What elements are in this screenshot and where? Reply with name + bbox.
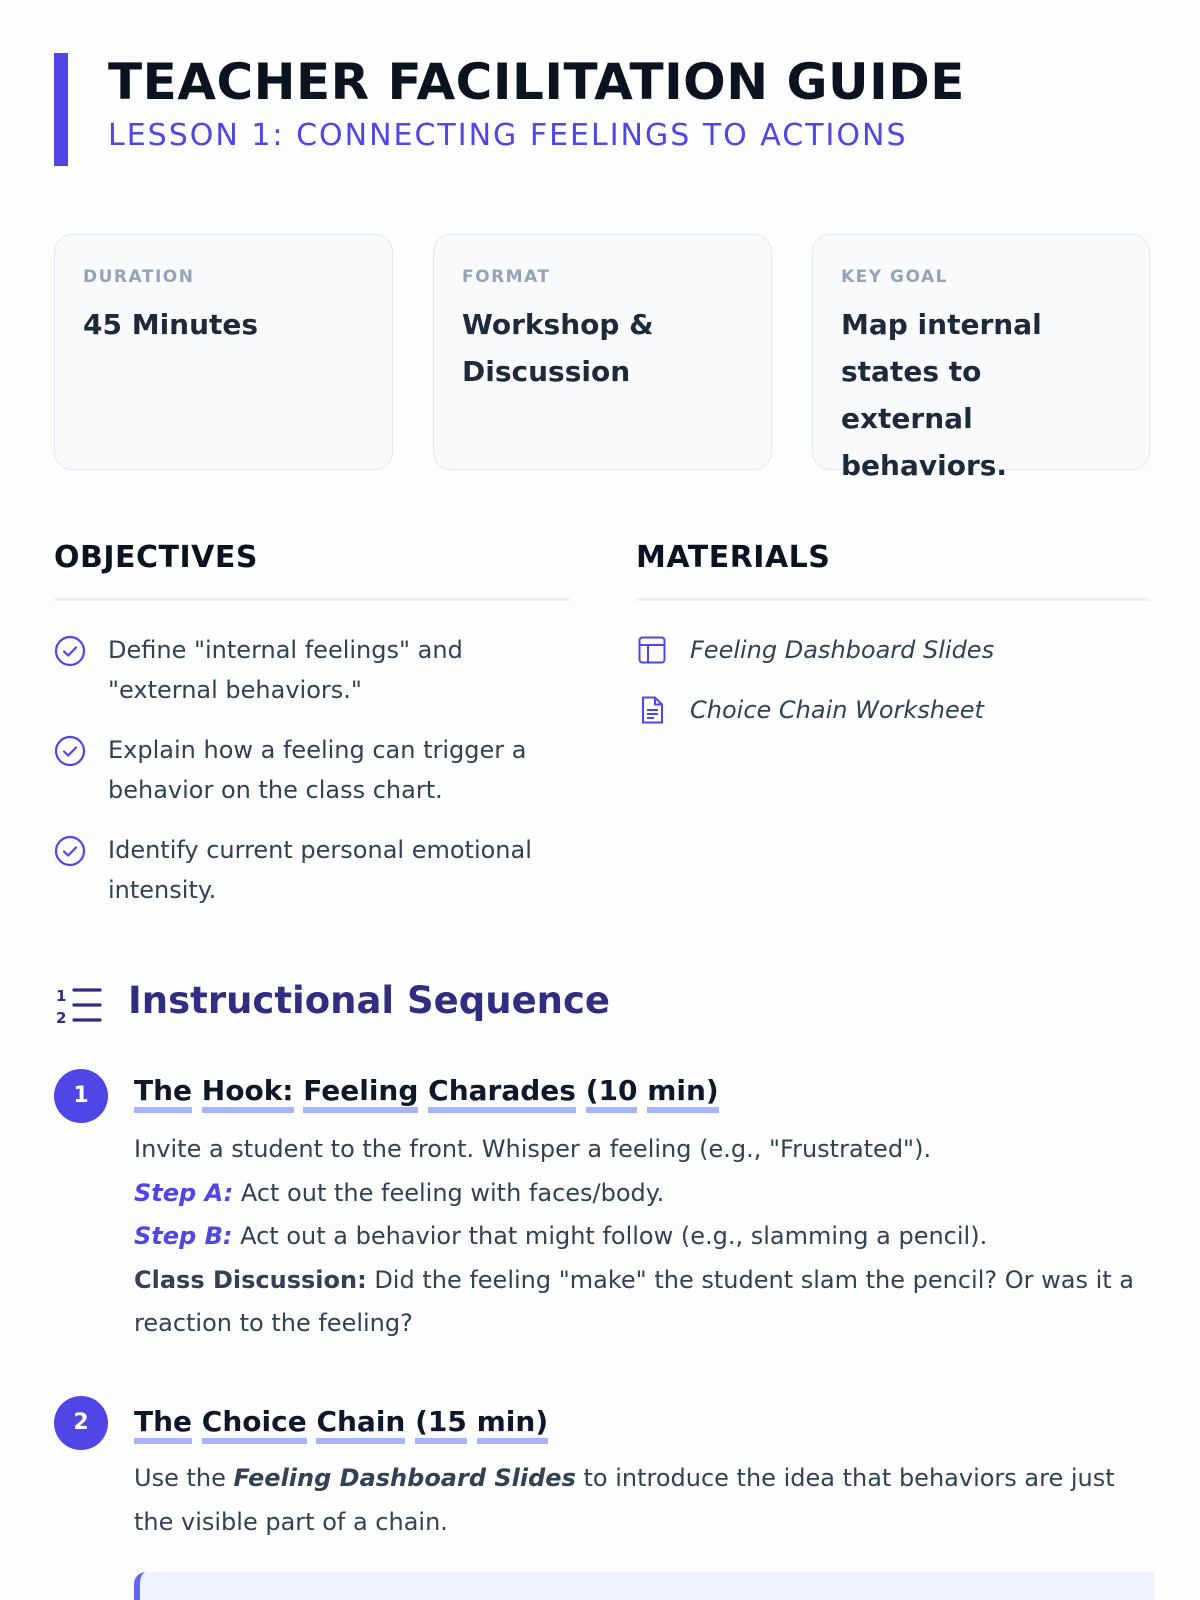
discussion-label: Class Discussion: — [134, 1265, 367, 1294]
step-body-emphasis: Feeling Dashboard Slides — [233, 1464, 576, 1492]
objectives-heading: OBJECTIVES — [54, 540, 258, 575]
card-label: KEY GOAL — [841, 267, 948, 287]
check-circle-icon — [54, 835, 86, 867]
card-label: DURATION — [83, 267, 195, 287]
step-title-word: The — [134, 1405, 192, 1444]
page-title: TEACHER FACILITATION GUIDE — [108, 53, 965, 111]
document-icon — [636, 694, 668, 726]
step-title-word: The — [134, 1074, 192, 1113]
card-value: 45 Minutes — [83, 308, 259, 341]
objective-item — [54, 830, 574, 910]
step-title — [134, 1072, 719, 1110]
material-item — [636, 690, 1156, 730]
card-label: FORMAT — [462, 267, 551, 287]
step-a-line — [134, 1172, 1154, 1216]
numbered-list-icon — [54, 984, 102, 1026]
step-body — [134, 1128, 1154, 1346]
page-header — [54, 53, 1154, 166]
material-text: Choice Chain Worksheet — [690, 696, 984, 724]
discussion-line — [134, 1259, 1154, 1346]
step-a-label: Step A: — [134, 1178, 234, 1207]
materials-heading: MATERIALS — [636, 540, 831, 575]
check-circle-icon — [54, 735, 86, 767]
step-intro: Invite a student to the front. Whisper a feeling (e.g., "Frustrated"). — [134, 1135, 932, 1163]
step-number-badge: 2 — [54, 1396, 108, 1450]
discussion-text: Did the feeling "make" the student slam the pencil? Or was it a reaction to the feeling? — [134, 1265, 1135, 1337]
step-b-text: Act out a behavior that might follow (e.g., slamming a pencil). — [232, 1222, 988, 1250]
step-body — [134, 1457, 1154, 1544]
objectives-divider — [54, 598, 570, 601]
step-body-post: to introduce the idea that behaviors are just the visible part of a chain. — [134, 1464, 1115, 1536]
step-title-word: (10 — [586, 1074, 638, 1113]
step-b-label: Step B: — [134, 1222, 233, 1250]
objective-item — [54, 630, 574, 710]
lesson-subtitle: LESSON 1: CONNECTING FEELINGS TO ACTIONS — [108, 118, 908, 153]
step-title-word: Choice — [202, 1405, 307, 1444]
objective-text: Define "internal feelings" and "external behaviors." — [108, 636, 463, 704]
svg-text:1: 1 — [56, 987, 67, 1005]
material-item — [636, 630, 1156, 670]
objective-text: Identify current personal emotional intensity. — [108, 836, 532, 904]
layout-icon — [636, 634, 668, 666]
svg-text:2: 2 — [56, 1009, 67, 1026]
check-circle-icon — [54, 635, 86, 667]
step-b-line — [134, 1215, 1154, 1259]
step-number-badge: 1 — [54, 1069, 108, 1123]
step-title-word: min) — [647, 1074, 719, 1113]
sequence-title: Instructional Sequence — [128, 979, 611, 1022]
card-value: Map internal states to external behaviors. — [841, 308, 1042, 482]
step-a-text: Act out the feeling with faces/body. — [233, 1178, 665, 1207]
objective-item — [54, 730, 574, 810]
step-title-word: Hook: — [202, 1074, 294, 1113]
step-title-word: Charades — [428, 1074, 576, 1113]
format-card — [433, 234, 772, 470]
step-title — [134, 1403, 548, 1441]
step-title-word: Chain — [316, 1405, 405, 1444]
callout-box — [134, 1572, 1154, 1600]
material-text: Feeling Dashboard Slides — [690, 636, 995, 664]
step-title-word: (15 — [415, 1405, 467, 1444]
card-value: Workshop & Discussion — [462, 308, 654, 388]
key-goal-card — [812, 234, 1150, 482]
step-body-pre: Use the — [134, 1464, 234, 1492]
step-title-word: Feeling — [303, 1074, 418, 1113]
materials-divider — [636, 598, 1150, 601]
objective-text: Explain how a feeling can trigger a behavior on the class chart. — [108, 736, 527, 804]
step-title-word: min) — [477, 1405, 549, 1444]
duration-card — [54, 234, 393, 470]
